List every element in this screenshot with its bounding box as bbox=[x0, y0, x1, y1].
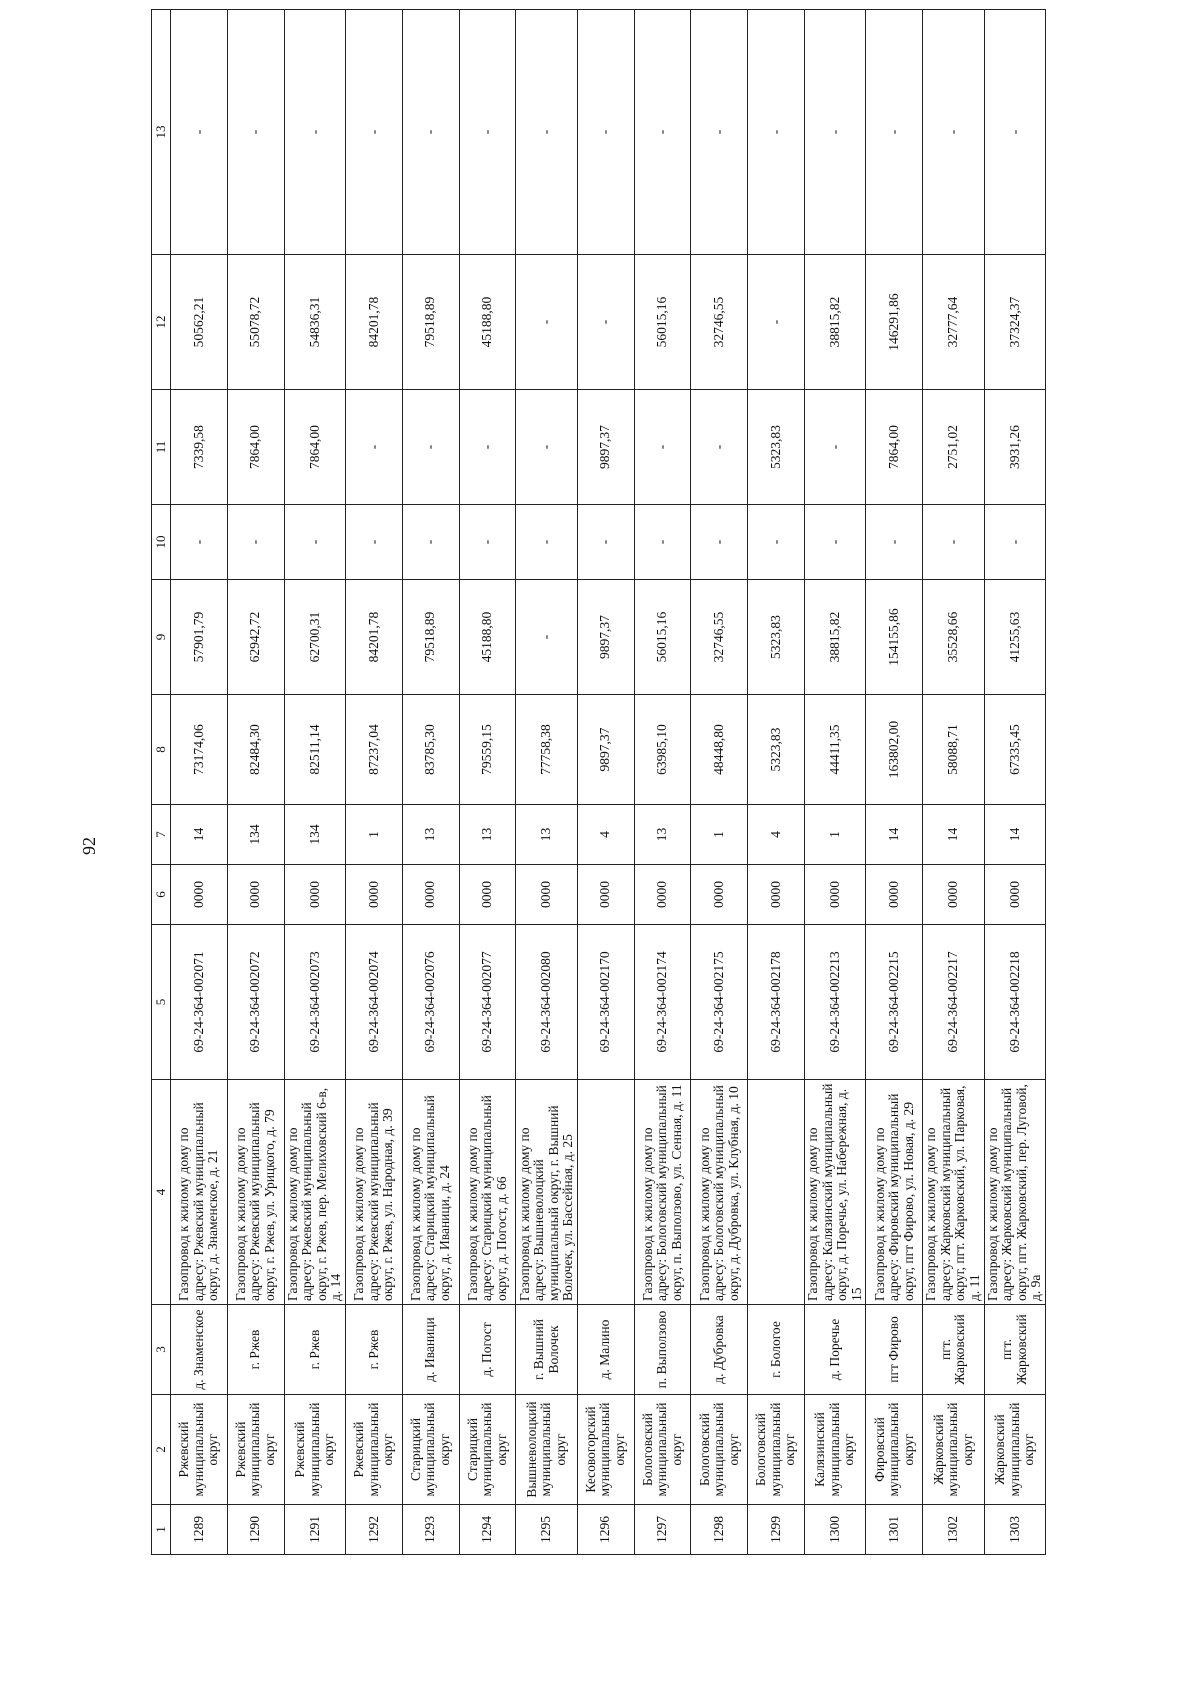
registry-number-cell: 69-24-364-002178 bbox=[748, 925, 805, 1080]
value-cell: 4 bbox=[577, 805, 634, 865]
value-cell: 13 bbox=[634, 805, 691, 865]
value-cell: 1 bbox=[691, 805, 748, 865]
object-description-cell: Газопровод к жилому дому по адресу: Жарковский муниципальный округ, пгт. Жарковский, ул. Парковая, д. 11 bbox=[923, 1080, 984, 1305]
object-description-cell: Газопровод к жилому дому по адресу: Ржевский муниципальный округ, г. Ржев, ул. Народная, д. 39 bbox=[345, 1080, 402, 1305]
municipality-cell: Старицкий муниципальный округ bbox=[402, 1395, 459, 1505]
value-cell: 14 bbox=[923, 805, 984, 865]
locality-cell: пгт. Жарковский bbox=[923, 1305, 984, 1395]
column-header: 5 bbox=[152, 925, 171, 1080]
row-number: 1302 bbox=[923, 1505, 984, 1555]
registry-number-cell: 69-24-364-002072 bbox=[227, 925, 284, 1080]
locality-cell: д. Дубровка bbox=[691, 1305, 748, 1395]
value-cell: 32746,55 bbox=[691, 580, 748, 695]
object-description-cell: Газопровод к жилому дому по адресу: Жарковский муниципальный округ, пгт. Жарковский, пер. Луговой, д. 9а bbox=[984, 1080, 1045, 1305]
table-row bbox=[345, 10, 402, 1555]
table-row bbox=[577, 10, 634, 1555]
table-row bbox=[691, 10, 748, 1555]
value-cell: 14 bbox=[171, 805, 228, 865]
value-cell: 41255,63 bbox=[984, 580, 1045, 695]
locality-cell: д. Иваници bbox=[402, 1305, 459, 1395]
value-cell: 50562,21 bbox=[171, 255, 228, 390]
registry-number-cell: 69-24-364-002174 bbox=[634, 925, 691, 1080]
value-cell: 9897,37 bbox=[577, 580, 634, 695]
value-cell: 84201,78 bbox=[345, 255, 402, 390]
code-cell: 0000 bbox=[402, 865, 459, 925]
municipality-cell: Калязинский муниципальный округ bbox=[805, 1395, 866, 1505]
value-cell: - bbox=[516, 10, 577, 255]
value-cell: - bbox=[984, 505, 1045, 580]
table-row bbox=[805, 10, 866, 1555]
value-cell: - bbox=[459, 390, 516, 505]
value-cell: 3931,26 bbox=[984, 390, 1045, 505]
value-cell: 14 bbox=[866, 805, 923, 865]
value-cell: - bbox=[691, 505, 748, 580]
code-cell: 0000 bbox=[866, 865, 923, 925]
value-cell: 13 bbox=[516, 805, 577, 865]
table-row bbox=[923, 10, 984, 1555]
municipality-cell: Вышневолоцкий муниципальный округ bbox=[516, 1395, 577, 1505]
value-cell: - bbox=[866, 505, 923, 580]
object-description-cell: Газопровод к жилому дому по адресу: Ржевский муниципальный округ, д. Знаменское, д. 21 bbox=[171, 1080, 228, 1305]
value-cell: - bbox=[691, 390, 748, 505]
value-cell: 82484,30 bbox=[227, 695, 284, 805]
value-cell: 67335,45 bbox=[984, 695, 1045, 805]
object-description-cell: Газопровод к жилому дому по адресу: Ржевский муниципальный округ, г. Ржев, пер. Мелиховский 6-в, д. 14 bbox=[284, 1080, 345, 1305]
value-cell: 87237,04 bbox=[345, 695, 402, 805]
municipality-cell: Бологовский муниципальный округ bbox=[748, 1395, 805, 1505]
column-header: 9 bbox=[152, 580, 171, 695]
value-cell: 2751,02 bbox=[923, 390, 984, 505]
object-description-cell: Газопровод к жилому дому по адресу: Фировский муниципальный округ, пгт Фирово, ул. Новая, д. 29 bbox=[866, 1080, 923, 1305]
table-row bbox=[748, 10, 805, 1555]
column-header: 10 bbox=[152, 505, 171, 580]
value-cell: - bbox=[577, 255, 634, 390]
value-cell: - bbox=[402, 390, 459, 505]
municipality-cell: Бологовский муниципальный округ bbox=[634, 1395, 691, 1505]
row-number: 1291 bbox=[284, 1505, 345, 1555]
column-header: 13 bbox=[152, 10, 171, 255]
value-cell: 9897,37 bbox=[577, 695, 634, 805]
row-number: 1297 bbox=[634, 1505, 691, 1555]
rotated-table-container bbox=[151, 10, 1046, 1555]
locality-cell: п. Выползово bbox=[634, 1305, 691, 1395]
value-cell: 1 bbox=[345, 805, 402, 865]
value-cell: 32746,55 bbox=[691, 255, 748, 390]
code-cell: 0000 bbox=[805, 865, 866, 925]
value-cell: 7864,00 bbox=[227, 390, 284, 505]
value-cell: - bbox=[459, 10, 516, 255]
column-header: 6 bbox=[152, 865, 171, 925]
value-cell: - bbox=[866, 10, 923, 255]
value-cell: 154155,86 bbox=[866, 580, 923, 695]
value-cell: - bbox=[748, 255, 805, 390]
value-cell: 62942,72 bbox=[227, 580, 284, 695]
value-cell: - bbox=[577, 505, 634, 580]
value-cell: - bbox=[748, 505, 805, 580]
object-description-cell: Газопровод к жилому дому по адресу: Бологовский муниципальный округ, д. Дубровка, ул. Клубная, д. 10 bbox=[691, 1080, 748, 1305]
page-number: 92 bbox=[79, 837, 99, 855]
value-cell: 5323,83 bbox=[748, 580, 805, 695]
registry-number-cell: 69-24-364-002170 bbox=[577, 925, 634, 1080]
object-description-cell: Газопровод к жилому дому по адресу: Старицкий муниципальный округ, д. Погост, д. 66 bbox=[459, 1080, 516, 1305]
value-cell: 9897,37 bbox=[577, 390, 634, 505]
locality-cell: г. Ржев bbox=[227, 1305, 284, 1395]
value-cell: 82511,14 bbox=[284, 695, 345, 805]
row-number: 1289 bbox=[171, 1505, 228, 1555]
object-description-cell: Газопровод к жилому дому по адресу: Вышневолоцкий муниципальный округ, г. Вышний Волочек, ул. Бассейная, д. 25 bbox=[516, 1080, 577, 1305]
locality-cell: г. Вышний Волочек bbox=[516, 1305, 577, 1395]
value-cell: 163802,00 bbox=[866, 695, 923, 805]
code-cell: 0000 bbox=[345, 865, 402, 925]
value-cell: - bbox=[634, 10, 691, 255]
code-cell: 0000 bbox=[577, 865, 634, 925]
value-cell: 32777,64 bbox=[923, 255, 984, 390]
municipality-cell: Старицкий муниципальный округ bbox=[459, 1395, 516, 1505]
value-cell: - bbox=[634, 505, 691, 580]
value-cell: - bbox=[227, 505, 284, 580]
value-cell: - bbox=[345, 10, 402, 255]
registry-number-cell: 69-24-364-002213 bbox=[805, 925, 866, 1080]
value-cell: 55078,72 bbox=[227, 255, 284, 390]
code-cell: 0000 bbox=[923, 865, 984, 925]
table-row bbox=[634, 10, 691, 1555]
value-cell: 44411,35 bbox=[805, 695, 866, 805]
municipality-cell: Жарковский муниципальный округ bbox=[923, 1395, 984, 1505]
municipality-cell: Бологовский муниципальный округ bbox=[691, 1395, 748, 1505]
value-cell: 134 bbox=[284, 805, 345, 865]
object-description-cell: Газопровод к жилому дому по адресу: Калязинский муниципальный округ, д. Поречье, ул. Набережная, д. 15 bbox=[805, 1080, 866, 1305]
column-header: 7 bbox=[152, 805, 171, 865]
row-number: 1290 bbox=[227, 1505, 284, 1555]
row-number: 1292 bbox=[345, 1505, 402, 1555]
code-cell: 0000 bbox=[227, 865, 284, 925]
municipality-cell: Ржевский муниципальный округ bbox=[345, 1395, 402, 1505]
value-cell: 134 bbox=[227, 805, 284, 865]
column-number-row bbox=[152, 10, 171, 1555]
registry-number-cell: 69-24-364-002080 bbox=[516, 925, 577, 1080]
code-cell: 0000 bbox=[748, 865, 805, 925]
value-cell: 45188,80 bbox=[459, 580, 516, 695]
value-cell: 79518,89 bbox=[402, 580, 459, 695]
row-number: 1298 bbox=[691, 1505, 748, 1555]
value-cell: - bbox=[516, 505, 577, 580]
table-row bbox=[402, 10, 459, 1555]
municipality-cell: Жарковский муниципальный округ bbox=[984, 1395, 1045, 1505]
row-number: 1294 bbox=[459, 1505, 516, 1555]
code-cell: 0000 bbox=[171, 865, 228, 925]
locality-cell: пгт. Жарковский bbox=[984, 1305, 1045, 1395]
value-cell: 7864,00 bbox=[284, 390, 345, 505]
column-header: 3 bbox=[152, 1305, 171, 1395]
value-cell: 4 bbox=[748, 805, 805, 865]
table-row bbox=[227, 10, 284, 1555]
table-row bbox=[171, 10, 228, 1555]
value-cell: 14 bbox=[984, 805, 1045, 865]
object-description-cell: Газопровод к жилому дому по адресу: Старицкий муниципальный округ, д. Иваници, д. 24 bbox=[402, 1080, 459, 1305]
locality-cell: д. Погост bbox=[459, 1305, 516, 1395]
municipality-cell: Ржевский муниципальный округ bbox=[171, 1395, 228, 1505]
value-cell: - bbox=[516, 255, 577, 390]
row-number: 1303 bbox=[984, 1505, 1045, 1555]
registry-number-cell: 69-24-364-002071 bbox=[171, 925, 228, 1080]
municipality-cell: Ржевский муниципальный округ bbox=[227, 1395, 284, 1505]
value-cell: - bbox=[516, 390, 577, 505]
locality-cell: г. Ржев bbox=[284, 1305, 345, 1395]
municipality-cell: Кесовогорский муниципальный округ bbox=[577, 1395, 634, 1505]
row-number: 1293 bbox=[402, 1505, 459, 1555]
row-number: 1300 bbox=[805, 1505, 866, 1555]
object-description-cell: Газопровод к жилому дому по адресу: Ржевский муниципальный округ, г. Ржев, ул. Урицкого, д. 79 bbox=[227, 1080, 284, 1305]
locality-cell: г. Бологое bbox=[748, 1305, 805, 1395]
code-cell: 0000 bbox=[634, 865, 691, 925]
value-cell: - bbox=[577, 10, 634, 255]
registry-number-cell: 69-24-364-002217 bbox=[923, 925, 984, 1080]
value-cell: - bbox=[345, 505, 402, 580]
value-cell: - bbox=[171, 505, 228, 580]
value-cell: 73174,06 bbox=[171, 695, 228, 805]
value-cell: 5323,83 bbox=[748, 695, 805, 805]
column-header: 11 bbox=[152, 390, 171, 505]
registry-number-cell: 69-24-364-002215 bbox=[866, 925, 923, 1080]
column-header: 8 bbox=[152, 695, 171, 805]
locality-cell: д. Знаменское bbox=[171, 1305, 228, 1395]
value-cell: 62700,31 bbox=[284, 580, 345, 695]
row-number: 1299 bbox=[748, 1505, 805, 1555]
row-number: 1296 bbox=[577, 1505, 634, 1555]
value-cell: 48448,80 bbox=[691, 695, 748, 805]
value-cell: - bbox=[634, 390, 691, 505]
value-cell: 35528,66 bbox=[923, 580, 984, 695]
value-cell: 79559,15 bbox=[459, 695, 516, 805]
value-cell: - bbox=[984, 10, 1045, 255]
value-cell: - bbox=[516, 580, 577, 695]
value-cell: 77758,38 bbox=[516, 695, 577, 805]
registry-number-cell: 69-24-364-002175 bbox=[691, 925, 748, 1080]
value-cell: - bbox=[402, 505, 459, 580]
value-cell: 7339,58 bbox=[171, 390, 228, 505]
value-cell: - bbox=[459, 505, 516, 580]
value-cell: 63985,10 bbox=[634, 695, 691, 805]
registry-table bbox=[151, 9, 1046, 1555]
value-cell: 7864,00 bbox=[866, 390, 923, 505]
value-cell: 45188,80 bbox=[459, 255, 516, 390]
value-cell: - bbox=[227, 10, 284, 255]
value-cell: 5323,83 bbox=[748, 390, 805, 505]
value-cell: 56015,16 bbox=[634, 255, 691, 390]
value-cell: - bbox=[691, 10, 748, 255]
row-number: 1295 bbox=[516, 1505, 577, 1555]
column-header: 12 bbox=[152, 255, 171, 390]
municipality-cell: Фировский муниципальный округ bbox=[866, 1395, 923, 1505]
row-number: 1301 bbox=[866, 1505, 923, 1555]
code-cell: 0000 bbox=[691, 865, 748, 925]
value-cell: 56015,16 bbox=[634, 580, 691, 695]
table-row bbox=[866, 10, 923, 1555]
column-header: 2 bbox=[152, 1395, 171, 1505]
registry-number-cell: 69-24-364-002073 bbox=[284, 925, 345, 1080]
value-cell: 37324,37 bbox=[984, 255, 1045, 390]
value-cell: - bbox=[345, 390, 402, 505]
value-cell: - bbox=[284, 10, 345, 255]
value-cell: 57901,79 bbox=[171, 580, 228, 695]
locality-cell: пгт Фирово bbox=[866, 1305, 923, 1395]
municipality-cell: Ржевский муниципальный округ bbox=[284, 1395, 345, 1505]
registry-number-cell: 69-24-364-002077 bbox=[459, 925, 516, 1080]
value-cell: - bbox=[748, 10, 805, 255]
code-cell: 0000 bbox=[516, 865, 577, 925]
code-cell: 0000 bbox=[984, 865, 1045, 925]
value-cell: 38815,82 bbox=[805, 580, 866, 695]
value-cell: - bbox=[923, 10, 984, 255]
value-cell: 13 bbox=[459, 805, 516, 865]
value-cell: - bbox=[805, 10, 866, 255]
table-row bbox=[516, 10, 577, 1555]
locality-cell: д. Поречье bbox=[805, 1305, 866, 1395]
value-cell: 1 bbox=[805, 805, 866, 865]
column-header: 1 bbox=[152, 1505, 171, 1555]
registry-number-cell: 69-24-364-002074 bbox=[345, 925, 402, 1080]
value-cell: 13 bbox=[402, 805, 459, 865]
table-row bbox=[984, 10, 1045, 1555]
value-cell: 84201,78 bbox=[345, 580, 402, 695]
table-row bbox=[284, 10, 345, 1555]
value-cell: 146291,86 bbox=[866, 255, 923, 390]
value-cell: 79518,89 bbox=[402, 255, 459, 390]
object-description-cell bbox=[577, 1080, 634, 1305]
column-header: 4 bbox=[152, 1080, 171, 1305]
value-cell: 83785,30 bbox=[402, 695, 459, 805]
table-row bbox=[459, 10, 516, 1555]
object-description-cell: Газопровод к жилому дому по адресу: Бологовский муниципальный округ, п. Выползово, ул. Сенная, д. 11 bbox=[634, 1080, 691, 1305]
value-cell: - bbox=[284, 505, 345, 580]
value-cell: - bbox=[805, 390, 866, 505]
value-cell: - bbox=[402, 10, 459, 255]
locality-cell: г. Ржев bbox=[345, 1305, 402, 1395]
code-cell: 0000 bbox=[459, 865, 516, 925]
locality-cell: д. Малино bbox=[577, 1305, 634, 1395]
value-cell: - bbox=[923, 505, 984, 580]
registry-number-cell: 69-24-364-002218 bbox=[984, 925, 1045, 1080]
value-cell: - bbox=[171, 10, 228, 255]
value-cell: - bbox=[805, 505, 866, 580]
value-cell: 38815,82 bbox=[805, 255, 866, 390]
code-cell: 0000 bbox=[284, 865, 345, 925]
value-cell: 54836,31 bbox=[284, 255, 345, 390]
registry-number-cell: 69-24-364-002076 bbox=[402, 925, 459, 1080]
value-cell: 58088,71 bbox=[923, 695, 984, 805]
object-description-cell bbox=[748, 1080, 805, 1305]
